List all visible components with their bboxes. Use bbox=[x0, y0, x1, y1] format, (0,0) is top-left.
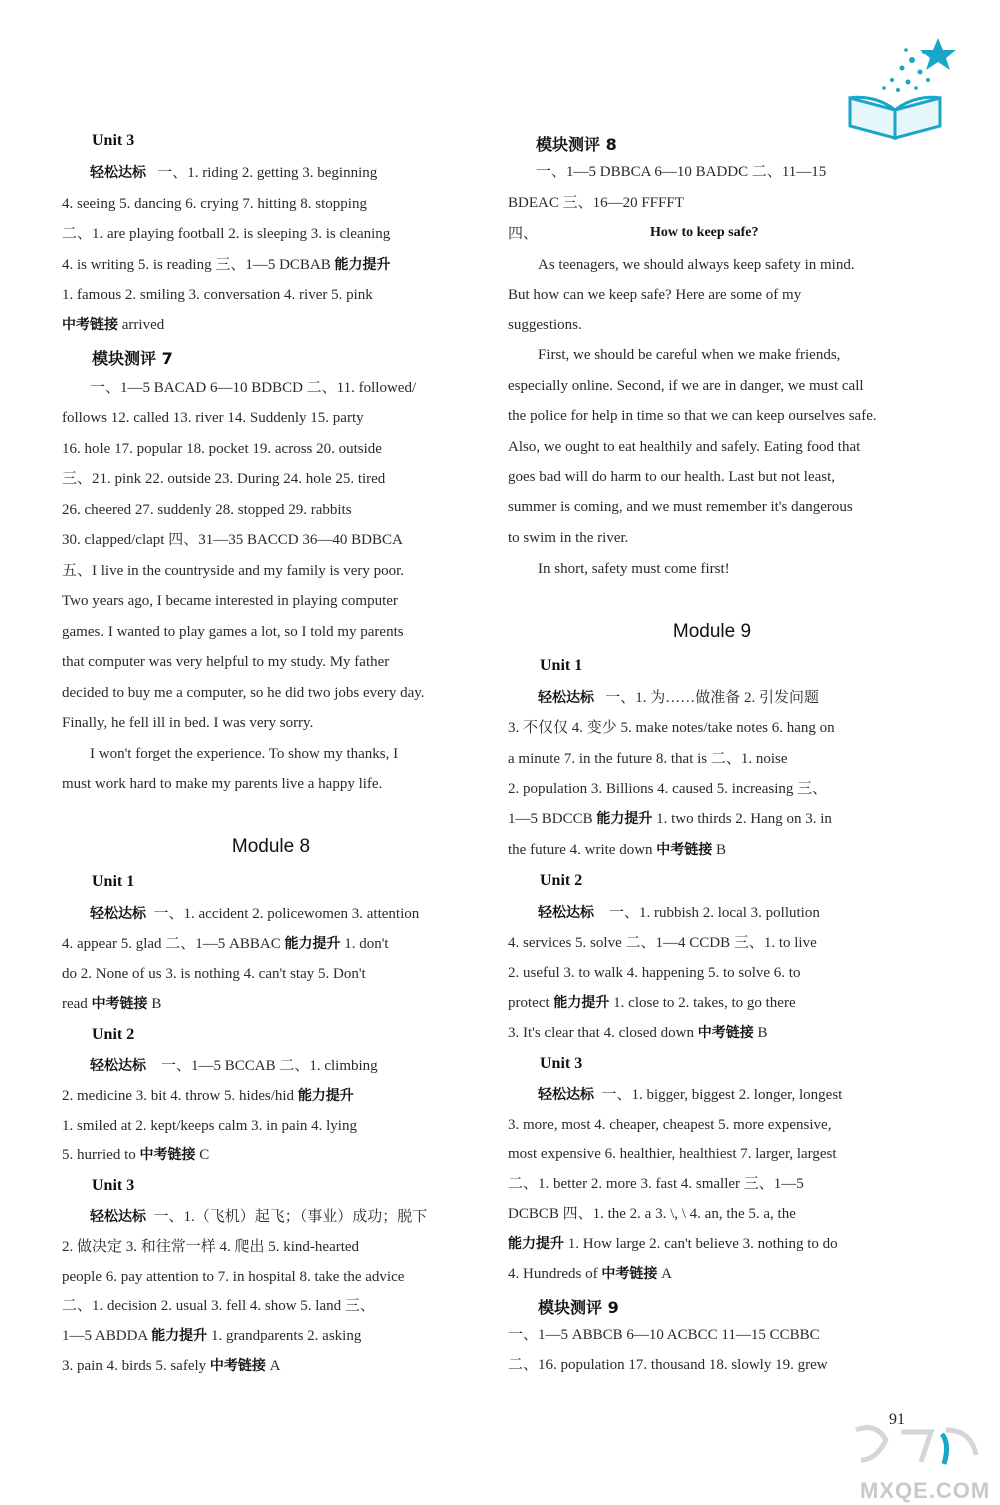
section-label: 中考链接 bbox=[91, 996, 148, 1012]
answer-line bbox=[508, 1023, 768, 1043]
answer-line bbox=[90, 1056, 378, 1076]
answer-line: people 6. pay attention to 7. in hospital 8. take the advice bbox=[62, 1269, 405, 1285]
answer-text: 2. medicine 3. bit 4. throw 5. hides/hid bbox=[62, 1088, 298, 1104]
page-number: 91 bbox=[889, 1411, 905, 1428]
answer-line: 1. famous 2. smiling 3. conversation 4. river 5. pink bbox=[62, 287, 373, 303]
essay-line: must work hard to make my parents live a happy life. bbox=[62, 776, 383, 792]
watermark-logo-icon bbox=[846, 1420, 996, 1485]
answer-line: 4. services 5. solve 二、1—4 CCDB 三、1. to live bbox=[508, 935, 817, 951]
section-label: 能力提升 bbox=[596, 811, 653, 827]
answer-line: 3. 不仅仅 4. 变少 5. make notes/take notes 6. hang on bbox=[508, 720, 835, 736]
answer-line: 二、1. decision 2. usual 3. fell 4. show 5. land 三、 bbox=[62, 1298, 375, 1314]
answer-line: 2. 做决定 3. 和往常一样 4. 爬出 5. kind-hearted bbox=[62, 1239, 360, 1255]
test-heading: 模块测评 8 bbox=[536, 135, 617, 154]
answer-line: 30. clapped/clapt 四、31—35 BACCD 36—40 BDBCA bbox=[62, 532, 403, 548]
test-heading: 模块测评 7 bbox=[92, 349, 173, 368]
answer-line bbox=[508, 809, 832, 829]
answer-text: protect bbox=[508, 995, 554, 1011]
test-heading: 模块测评 9 bbox=[538, 1298, 619, 1317]
answer-line bbox=[62, 1145, 209, 1165]
answer-line: 二、16. population 17. thousand 18. slowly 19. grew bbox=[508, 1357, 828, 1373]
unit-heading: Unit 1 bbox=[92, 873, 135, 890]
answer-line bbox=[508, 993, 796, 1013]
answer-line bbox=[90, 904, 419, 924]
answer-line: 三、21. pink 22. outside 23. During 24. hole 25. tired bbox=[62, 471, 386, 487]
section-label: 能力提升 bbox=[553, 995, 610, 1011]
answer-line: 26. cheered 27. suddenly 28. stopped 29. rabbits bbox=[62, 502, 352, 518]
answer-text: 4. appear 5. glad 二、1—5 ABBAC bbox=[62, 936, 285, 952]
essay-line: But how can we keep safe? Here are some of my bbox=[508, 287, 802, 303]
section-label: 能力提升 bbox=[284, 936, 341, 952]
unit-heading: Unit 3 bbox=[540, 1055, 583, 1072]
answer-line: 2. useful 3. to walk 4. happening 5. to solve 6. to bbox=[508, 965, 801, 981]
section-label: 中考链接 bbox=[139, 1147, 196, 1163]
section-label: 轻松达标 bbox=[90, 1209, 146, 1225]
answer-line: 3. more, most 4. cheaper, cheapest 5. more expensive, bbox=[508, 1117, 832, 1133]
answer-line bbox=[508, 1234, 838, 1254]
essay-title: How to keep safe? bbox=[650, 225, 759, 240]
section-label: 轻松达标 bbox=[90, 906, 146, 922]
section-label: 轻松达标 bbox=[538, 1087, 594, 1103]
answer-text: C bbox=[195, 1147, 210, 1163]
answer-text: B bbox=[147, 996, 162, 1012]
section-label: 轻松达标 bbox=[538, 690, 594, 706]
section-label: 中考链接 bbox=[697, 1025, 754, 1041]
answer-line: 一、1—5 ABBCB 6—10 ACBCC 11—15 CCBBC bbox=[508, 1327, 820, 1343]
essay-line: In short, safety must come first! bbox=[538, 561, 730, 577]
essay-line: decided to buy me a computer, so he did two jobs every day. bbox=[62, 685, 425, 701]
answer-text: 4. is writing 5. is reading 三、1—5 DCBAB bbox=[62, 257, 335, 273]
answer-line: 二、1. better 2. more 3. fast 4. smaller 三、1—5 bbox=[508, 1176, 804, 1192]
answer-text: 5. hurried to bbox=[62, 1147, 140, 1163]
unit-heading: Unit 3 bbox=[92, 132, 135, 149]
section-label: 能力提升 bbox=[297, 1088, 354, 1104]
essay-line: Two years ago, I became interested in playing computer bbox=[62, 593, 398, 609]
section-label: 能力提升 bbox=[151, 1328, 208, 1344]
answer-text: 3. It's clear that 4. closed down bbox=[508, 1025, 698, 1041]
section-label: 能力提升 bbox=[508, 1236, 564, 1252]
essay-line: the police for help in time so that we can keep ourselves safe. bbox=[508, 408, 877, 424]
answer-line bbox=[62, 1356, 280, 1376]
section-label: 中考链接 bbox=[601, 1266, 658, 1282]
section-label: 中考链接 bbox=[209, 1358, 266, 1374]
essay-line: to swim in the river. bbox=[508, 530, 629, 546]
essay-line: 五、I live in the countryside and my family is very poor. bbox=[62, 563, 405, 579]
module-heading: Module 8 bbox=[231, 836, 311, 857]
answer-line bbox=[62, 1086, 354, 1106]
answer-line: most expensive 6. healthier, healthiest 7. larger, largest bbox=[508, 1146, 837, 1162]
answer-text: 1. two thirds 2. Hang on 3. in bbox=[652, 811, 832, 827]
essay-line: especially online. Second, if we are in danger, we must call bbox=[508, 378, 864, 394]
section-label: 轻松达标 bbox=[90, 1058, 146, 1074]
answer-text: read bbox=[62, 996, 92, 1012]
answer-line: follows 12. called 13. river 14. Suddenly 15. party bbox=[62, 410, 364, 426]
answer-line: 一、1—5 BACAD 6—10 BDBCD 二、11. followed/ bbox=[90, 380, 417, 396]
answer-line: 4. seeing 5. dancing 6. crying 7. hitting 8. stopping bbox=[62, 196, 367, 212]
section-label: 轻松达标 bbox=[90, 165, 146, 181]
answer-line bbox=[90, 1207, 427, 1227]
answer-line bbox=[508, 840, 726, 860]
answer-text: 一、1—5 BCCAB 二、1. climbing bbox=[161, 1058, 378, 1074]
answer-line: BDEAC 三、16—20 FFFFT bbox=[508, 195, 684, 211]
answer-text: B bbox=[753, 1025, 768, 1041]
book-star-icon bbox=[840, 38, 960, 153]
answer-text: 1. close to 2. takes, to go there bbox=[609, 995, 796, 1011]
answer-line bbox=[538, 903, 820, 923]
unit-heading: Unit 3 bbox=[92, 1177, 135, 1194]
answer-text: arrived bbox=[118, 317, 165, 333]
answer-text: B bbox=[712, 842, 727, 858]
answer-text: 一、1.（飞机）起飞；（事业）成功；脱下 bbox=[153, 1209, 428, 1225]
answer-text: 一、1. 为……做准备 2. 引发问题 bbox=[601, 690, 820, 706]
essay-line: summer is coming, and we must remember it's dangerous bbox=[508, 499, 853, 515]
answer-text: 一、1. bigger, biggest 2. longer, longest bbox=[597, 1087, 843, 1103]
answer-line: do 2. None of us 3. is nothing 4. can't stay 5. Don't bbox=[62, 966, 366, 982]
answer-line bbox=[90, 163, 377, 183]
answer-line: DCBCB 四、1. the 2. a 3. \, \ 4. an, the 5. a, the bbox=[508, 1206, 796, 1222]
answer-text: A bbox=[265, 1358, 281, 1374]
essay-line: I won't forget the experience. To show my thanks, I bbox=[90, 746, 399, 762]
answer-line bbox=[538, 1085, 842, 1105]
answer-text: 一、1. riding 2. getting 3. beginning bbox=[157, 165, 378, 181]
answer-text: 1—5 ABDDA bbox=[62, 1328, 152, 1344]
unit-heading: Unit 1 bbox=[540, 657, 583, 674]
answer-text: the future 4. write down bbox=[508, 842, 657, 858]
answer-line: 1. smiled at 2. kept/keeps calm 3. in pain 4. lying bbox=[62, 1118, 357, 1134]
unit-heading: Unit 2 bbox=[540, 872, 583, 889]
answer-line: a minute 7. in the future 8. that is 二、1. noise bbox=[508, 751, 788, 767]
essay-line: suggestions. bbox=[508, 317, 582, 333]
answer-line: 二、1. are playing football 2. is sleeping 3. is cleaning bbox=[62, 226, 391, 242]
essay-label: 四、 bbox=[508, 226, 539, 242]
answer-text: 一、1. rubbish 2. local 3. pollution bbox=[605, 905, 820, 921]
answer-text: A bbox=[657, 1266, 672, 1282]
answer-line: 2. population 3. Billions 4. caused 5. increasing 三、 bbox=[508, 781, 828, 797]
answer-text: 1. grandparents 2. asking bbox=[207, 1328, 362, 1344]
answer-line bbox=[62, 255, 391, 275]
answer-line bbox=[508, 1264, 672, 1284]
essay-line: As teenagers, we should always keep safety in mind. bbox=[538, 257, 855, 273]
essay-line: goes bad will do harm to our health. Last but not least, bbox=[508, 469, 836, 485]
answer-text: 1. don't bbox=[340, 936, 389, 952]
answer-text: 3. pain 4. birds 5. safely bbox=[62, 1358, 210, 1374]
answer-line: 一、1—5 DBBCA 6—10 BADDC 二、11—15 bbox=[536, 164, 827, 180]
essay-line: Finally, he fell ill in bed. I was very sorry. bbox=[62, 715, 314, 731]
answer-line bbox=[62, 994, 161, 1014]
answer-text: 1—5 BDCCB bbox=[508, 811, 597, 827]
answer-text: 1. How large 2. can't believe 3. nothing to do bbox=[564, 1236, 838, 1252]
section-label: 中考链接 bbox=[62, 317, 118, 333]
essay-line: First, we should be careful when we make friends, bbox=[538, 347, 841, 363]
essay-line: that computer was very helpful to my study. My father bbox=[62, 654, 390, 670]
essay-line: games. I wanted to play games a lot, so I told my parents bbox=[62, 624, 404, 640]
answer-line bbox=[62, 1326, 361, 1346]
answer-line bbox=[538, 688, 819, 708]
answer-line bbox=[62, 934, 389, 954]
section-label: 中考链接 bbox=[656, 842, 713, 858]
module-heading: Module 9 bbox=[672, 621, 752, 642]
unit-heading: Unit 2 bbox=[92, 1026, 135, 1043]
watermark-text: MXQE.COM bbox=[860, 1478, 991, 1503]
answer-text: 一、1. accident 2. policewomen 3. attention bbox=[153, 906, 420, 922]
answer-line: 16. hole 17. popular 18. pocket 19. across 20. outside bbox=[62, 441, 382, 457]
answer-line bbox=[62, 315, 164, 335]
section-label: 轻松达标 bbox=[538, 905, 594, 921]
section-label: 能力提升 bbox=[334, 257, 391, 273]
answer-text: 4. Hundreds of bbox=[508, 1266, 602, 1282]
essay-line: Also, we ought to eat healthily and safely. Eating food that bbox=[508, 439, 861, 455]
